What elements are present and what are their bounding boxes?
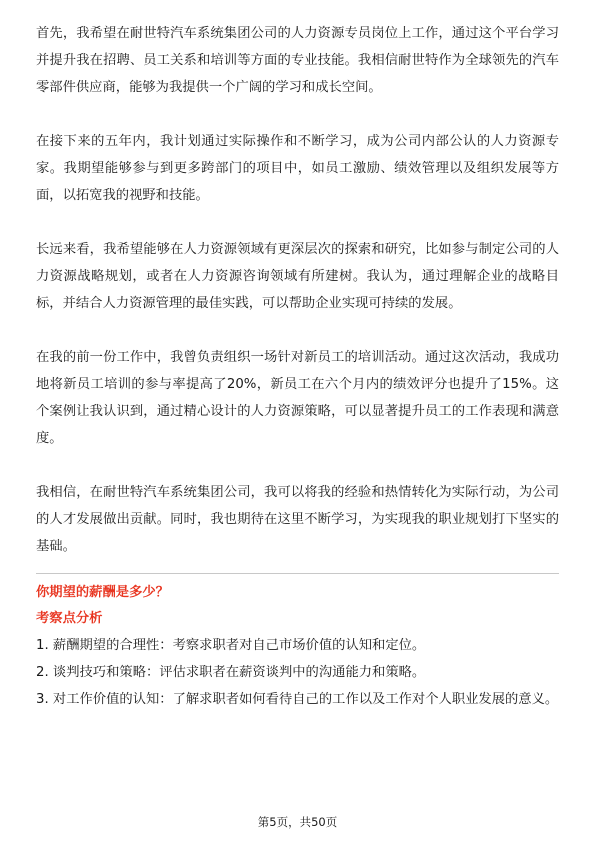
analysis-item: 3. 对工作价值的认知：了解求职者如何看待自己的工作以及工作对个人职业发展的意义。	[36, 692, 559, 707]
interview-question: 你期望的薪酬是多少？	[36, 585, 169, 600]
document-page	[36, 20, 559, 713]
paragraph-conclusion: 我相信，在耐世特汽车系统集团公司，我可以将我的经验和热情转化为实际行动，为公司的人才发展做出贡献。同时，我也期待在这里不断学习，为实现我的职业规划打下坚实的基础。	[36, 485, 559, 554]
paragraph-long-term: 长远来看，我希望能够在人力资源领域有更深层次的探索和研究，比如参与制定公司的人力资源战略规划，或者在人力资源咨询领域有所建树。我认为，通过理解企业的战略目标，并结合人力资源管理的最佳实践，可以帮助企业实现可持续的发展。	[36, 242, 559, 311]
page-number-footer: 第5页，共50页	[257, 815, 338, 829]
paragraph-five-year-plan: 在接下来的五年内，我计划通过实际操作和不断学习，成为公司内部公认的人力资源专家。我期望能够参与到更多跨部门的项目中，如员工激励、绩效管理以及组织发展等方面，以拓宽我的视野和技能。	[36, 134, 559, 203]
paragraph-case-example: 在我的前一份工作中，我曾负责组织一场针对新员工的培训活动。通过这次活动，我成功地将新员工培训的参与率提高了20%，新员工在六个月内的绩效评分也提升了15%。这个案例让我认识到，通过精心设计的人力资源策略，可以显著提升员工的工作表现和满意度。	[36, 350, 559, 446]
paragraph-gap	[36, 209, 559, 236]
section-divider	[36, 573, 559, 574]
paragraph-gap	[36, 452, 559, 479]
analysis-title: 考察点分析	[36, 611, 103, 626]
paragraph-career-start: 首先，我希望在耐世特汽车系统集团公司的人力资源专员岗位上工作，通过这个平台学习并提升我在招聘、员工关系和培训等方面的专业技能。我相信耐世特作为全球领先的汽车零部件供应商，能够为我提供一个广阔的学习和成长空间。	[36, 26, 559, 95]
analysis-item: 1. 薪酬期望的合理性：考察求职者对自己市场价值的认知和定位。	[36, 638, 426, 653]
paragraph-gap	[36, 101, 559, 128]
analysis-item: 2. 谈判技巧和策略：评估求职者在薪资谈判中的沟通能力和策略。	[36, 665, 426, 680]
paragraph-gap	[36, 317, 559, 344]
